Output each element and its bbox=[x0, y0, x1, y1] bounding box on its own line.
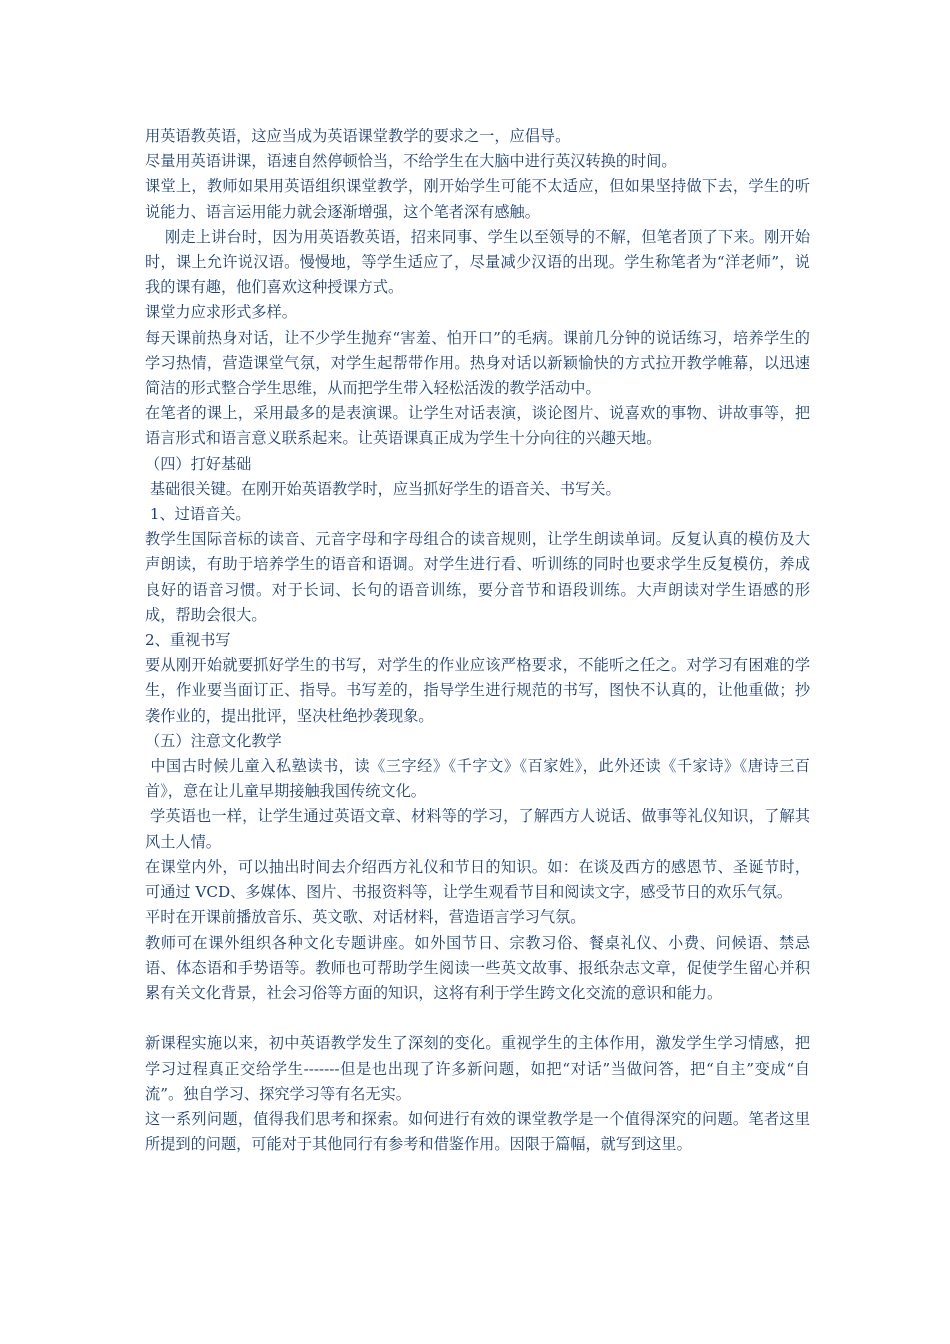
sub-heading: 1、过语音关。 bbox=[145, 505, 251, 524]
blank-line bbox=[145, 1006, 810, 1031]
paragraph: 基础很关键。在刚开始英语教学时，应当抓好学生的语音关、书写关。 bbox=[145, 479, 621, 498]
paragraph: 用英语教英语，这应当成为英语课堂教学的要求之一，应倡导。 bbox=[145, 127, 571, 145]
paragraph: 教学生国际音标的读音、元音字母和字母组合的读音规则，让学生朗读单词。反复认真的模仿及大声朗读，有助于培养学生的语音和语调。对学生进行看、听训练的同时也要求学生反复模仿，养成良好的语音习惯。对于长词、长句的语音训练，要分音节和语段训练。大声朗读对学生语感的形成，帮助会很大。 bbox=[145, 530, 810, 624]
paragraph: 刚走上讲台时，因为用英语教英语，招来同事、学生以至领导的不解，但笔者顶了下来。刚开始时，课上允许说汉语。慢慢地，等学生适应了，尽量减少汉语的出现。学生称笔者为“洋老师”，说我的课有趣，他们喜欢这种授课方式。 bbox=[145, 227, 811, 297]
paragraph: 在笔者的课上，采用最多的是表演课。让学生对话表演，谈论图片、说喜欢的事物、讲故事等，把语言形式和语言意义联系起来。让英语课真正成为学生十分向往的兴趣天地。 bbox=[145, 404, 810, 448]
section-heading: （五）注意文化教学 bbox=[145, 731, 282, 750]
paragraph: 课堂上，教师如果用英语组织课堂教学，刚开始学生可能不太适应，但如果坚持做下去，学生的听说能力、语言运用能力就会逐渐增强，这个笔者深有感触。 bbox=[145, 177, 810, 221]
paragraph: 学英语也一样，让学生通过英语文章、材料等的学习，了解西方人说话、做事等礼仪知识，了解其风土人情。 bbox=[145, 807, 811, 851]
paragraph: 教师可在课外组织各种文化专题讲座。如外国节日、宗教习俗、餐桌礼仪、小费、问候语、禁忌语、体态语和手势语等。教师也可帮助学生阅读一些英文故事、报纸杂志文章，促使学生留心并积累有关文化背景，社会习俗等方面的知识，这将有利于学生跨文化交流的意识和能力。 bbox=[145, 933, 810, 1002]
paragraph: 要从刚开始就要抓好学生的书写，对学生的作业应该严格要求，不能听之任之。对学习有困难的学生，作业要当面订正、指导。书写差的，指导学生进行规范的书写，图快不认真的，让他重做；抄袭作业的，提出批评，坚决杜绝抄袭现象。 bbox=[145, 656, 810, 725]
section-heading: （四）打好基础 bbox=[145, 454, 252, 473]
paragraph: 在课堂内外，可以抽出时间去介绍西方礼仪和节日的知识。如：在谈及西方的感恩节、圣诞节时，可通过 VCD、多媒体、图片、书报资料等，让学生观看节目和阅读文字，感受节日的欢乐气氛。 bbox=[145, 857, 810, 902]
paragraph: 平时在开课前播放音乐、英文歌、对话材料，营造语言学习气氛。 bbox=[145, 908, 586, 927]
sub-heading: 2、重视书写 bbox=[145, 631, 231, 650]
paragraph: 尽量用英语讲课，语速自然停顿恰当，不给学生在大脑中进行英汉转换的时间。 bbox=[145, 152, 677, 171]
document-body bbox=[145, 124, 810, 1157]
paragraph: 新课程实施以来，初中英语教学发生了深刻的变化。重视学生的主体作用，激发学生学习情感，把学习过程真正交给学生-------但是也出现了许多新问题，如把“对话”当做问答，把“自主”变成“自流”。独自学习、探究学习等有名无实。 bbox=[145, 1034, 810, 1103]
paragraph: 中国古时候儿童入私塾读书，读《三字经》《千字文》《百家姓》，此外还读《千家诗》《唐诗三百首》，意在让儿童早期接触我国传统文化。 bbox=[145, 757, 810, 801]
paragraph: 每天课前热身对话，让不少学生抛弃“害羞、怕开口”的毛病。课前几分钟的说话练习，培养学生的学习热情，营造课堂气氛，对学生起帮带作用。热身对话以新颖愉快的方式拉开教学帷幕，以迅速简洁的形式整合学生思维，从而把学生带入轻松活泼的教学活动中。 bbox=[145, 328, 810, 398]
paragraph: 这一系列问题，值得我们思考和探索。如何进行有效的课堂教学是一个值得深究的问题。笔者这里所提到的问题，可能对于其他同行有参考和借鉴作用。因限于篇幅，就写到这里。 bbox=[145, 1109, 810, 1154]
paragraph: 课堂力应求形式多样。 bbox=[145, 303, 297, 322]
